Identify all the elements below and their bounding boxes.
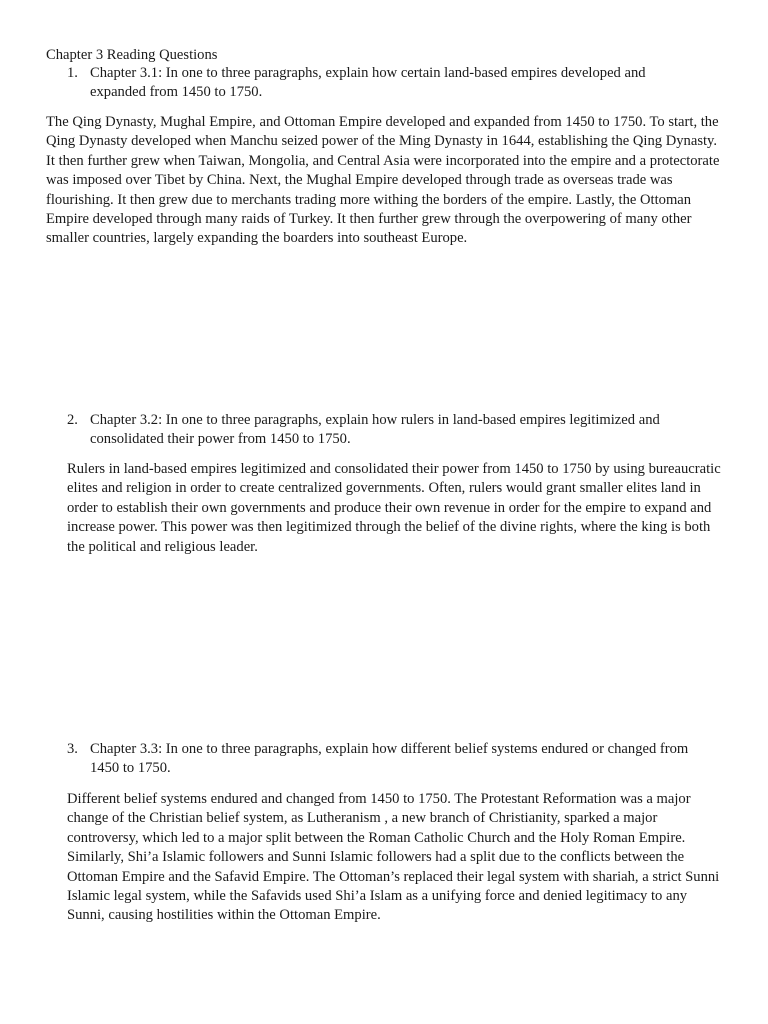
document-title: Chapter 3 Reading Questions [46, 47, 218, 63]
question-2 [67, 411, 707, 450]
question-number: 1. [67, 65, 78, 81]
question-prompt: Chapter 3.3: In one to three paragraphs, explain how different belief systems endured or changed from 1450 to 1750. [90, 741, 689, 777]
answer-paragraph-3: Different belief systems endured and changed from 1450 to 1750. The Protestant Reformation was a major change of the Christian belief system, as Lutheranism , a new branch of Christianity, sparked a major controversy, which led to a major split between the Roman Catholic Church and the Holy Roman Empire. Similarly, Shi’a Islamic followers and Sunni Islamic followers had a split due to the conflicts between the Ottoman Empire and the Safavid Empire. The Ottoman’s replaced their legal system with shariah, a strict Sunni Islamic legal system, while the Safavids used Shi’a Islam as a unifying force and denied legitimacy to any Sunni, causing hostilities within the Ottoman Empire. [67, 791, 720, 924]
answer-paragraph-1: The Qing Dynasty, Mughal Empire, and Ottoman Empire developed and expanded from 1450 to 1750. To start, the Qing Dynasty developed when Manchu seized power of the Ming Dynasty in 1644, establishing the Qing Dynasty. It then further grew when Taiwan, Mongolia, and Central Asia were incorporated into the empire and a protectorate was imposed over Tibet by China. Next, the Mughal Empire developed through trade as overseas trade was flourishing. It then grew due to merchants trading more withing the borders of the empire. Lastly, the Ottoman Empire developed through many raids of Turkey. It then further grew through the overpowering of many other smaller countries, largely expanding the boarders into southeast Europe. [46, 114, 720, 247]
question-number: 2. [67, 412, 78, 428]
question-number: 3. [67, 741, 78, 757]
answer-paragraph-2: Rulers in land-based empires legitimized and consolidated their power from 1450 to 1750 by using bureaucratic elites and religion in order to create centralized governments. Often, rulers would grant smaller elites land in order to establish their own governments and produce their own revenue in order for the empire to expand and increase power. This power was then legitimized through the belief of the divine rights, where the king is both the political and religious leader. [67, 461, 721, 555]
question-3 [67, 740, 707, 779]
question-1 [67, 64, 707, 103]
question-prompt: Chapter 3.1: In one to three paragraphs, explain how certain land-based empires developed and expanded from 1450 to 1750. [90, 65, 646, 101]
question-prompt: Chapter 3.2: In one to three paragraphs, explain how rulers in land-based empires legitimized and consolidated their power from 1450 to 1750. [90, 412, 660, 448]
